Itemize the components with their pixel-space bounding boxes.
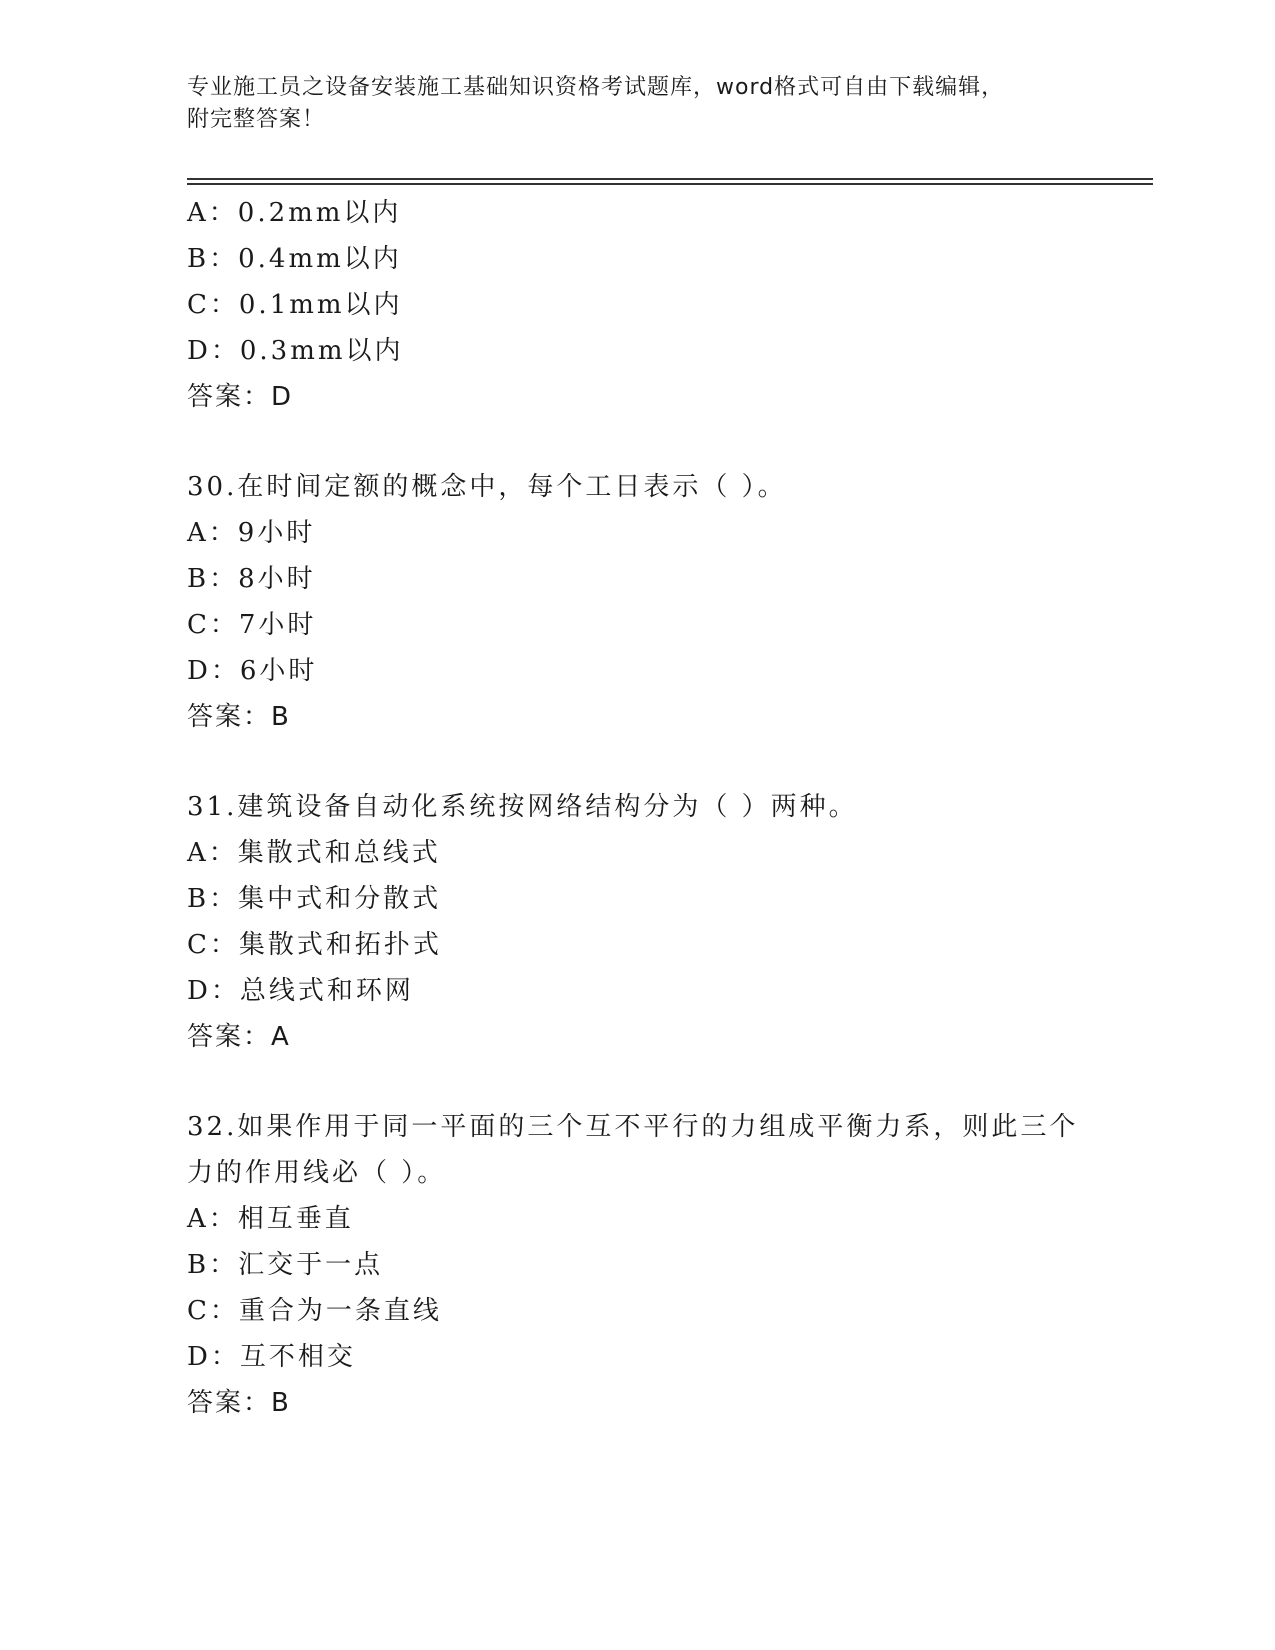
option-c: C：7小时 [187,610,317,640]
option-a: A：相互垂直 [187,1204,354,1234]
option-b: B：8小时 [187,564,316,594]
answer: 答案：B [187,702,291,732]
question-stem-line-1: 32.如果作用于同一平面的三个互不平行的力组成平衡力系，则此三个 [187,1112,1079,1142]
option-d: D：6小时 [187,656,318,686]
header-divider-bottom [187,183,1153,185]
option-d: D：0.3mm以内 [187,336,404,366]
answer: 答案：B [187,1388,291,1418]
document-header [187,72,1067,136]
option-c: C：0.1mm以内 [187,290,403,320]
answer: 答案：A [187,1022,291,1052]
option-b: B：汇交于一点 [187,1250,384,1280]
option-c: C：重合为一条直线 [187,1296,442,1326]
option-a: A：9小时 [187,518,316,548]
option-b: B：0.4mm以内 [187,244,402,274]
question-stem: 31.建筑设备自动化系统按网络结构分为（ ）两种。 [187,792,858,822]
question-31 [187,784,1087,1060]
option-d: D：总线式和环网 [187,976,414,1006]
question-32 [187,1104,1087,1426]
option-a: A：0.2mm以内 [187,198,402,228]
header-line-2: 附完整答案！ [187,107,326,132]
question-29 [187,190,1087,420]
option-d: D：互不相交 [187,1342,356,1372]
question-stem: 30.在时间定额的概念中，每个工日表示（ ）。 [187,472,787,502]
option-c: C：集散式和拓扑式 [187,930,442,960]
question-stem-line-2: 力的作用线必（ ）。 [187,1158,447,1188]
option-b: B：集中式和分散式 [187,884,442,914]
question-30 [187,464,1087,740]
header-line-1: 专业施工员之设备安装施工基础知识资格考试题库，word格式可自由下载编辑， [187,75,1005,100]
header-divider-top [187,178,1153,180]
question-list [187,190,1087,1426]
answer: 答案：D [187,382,294,412]
option-a: A：集散式和总线式 [187,838,441,868]
